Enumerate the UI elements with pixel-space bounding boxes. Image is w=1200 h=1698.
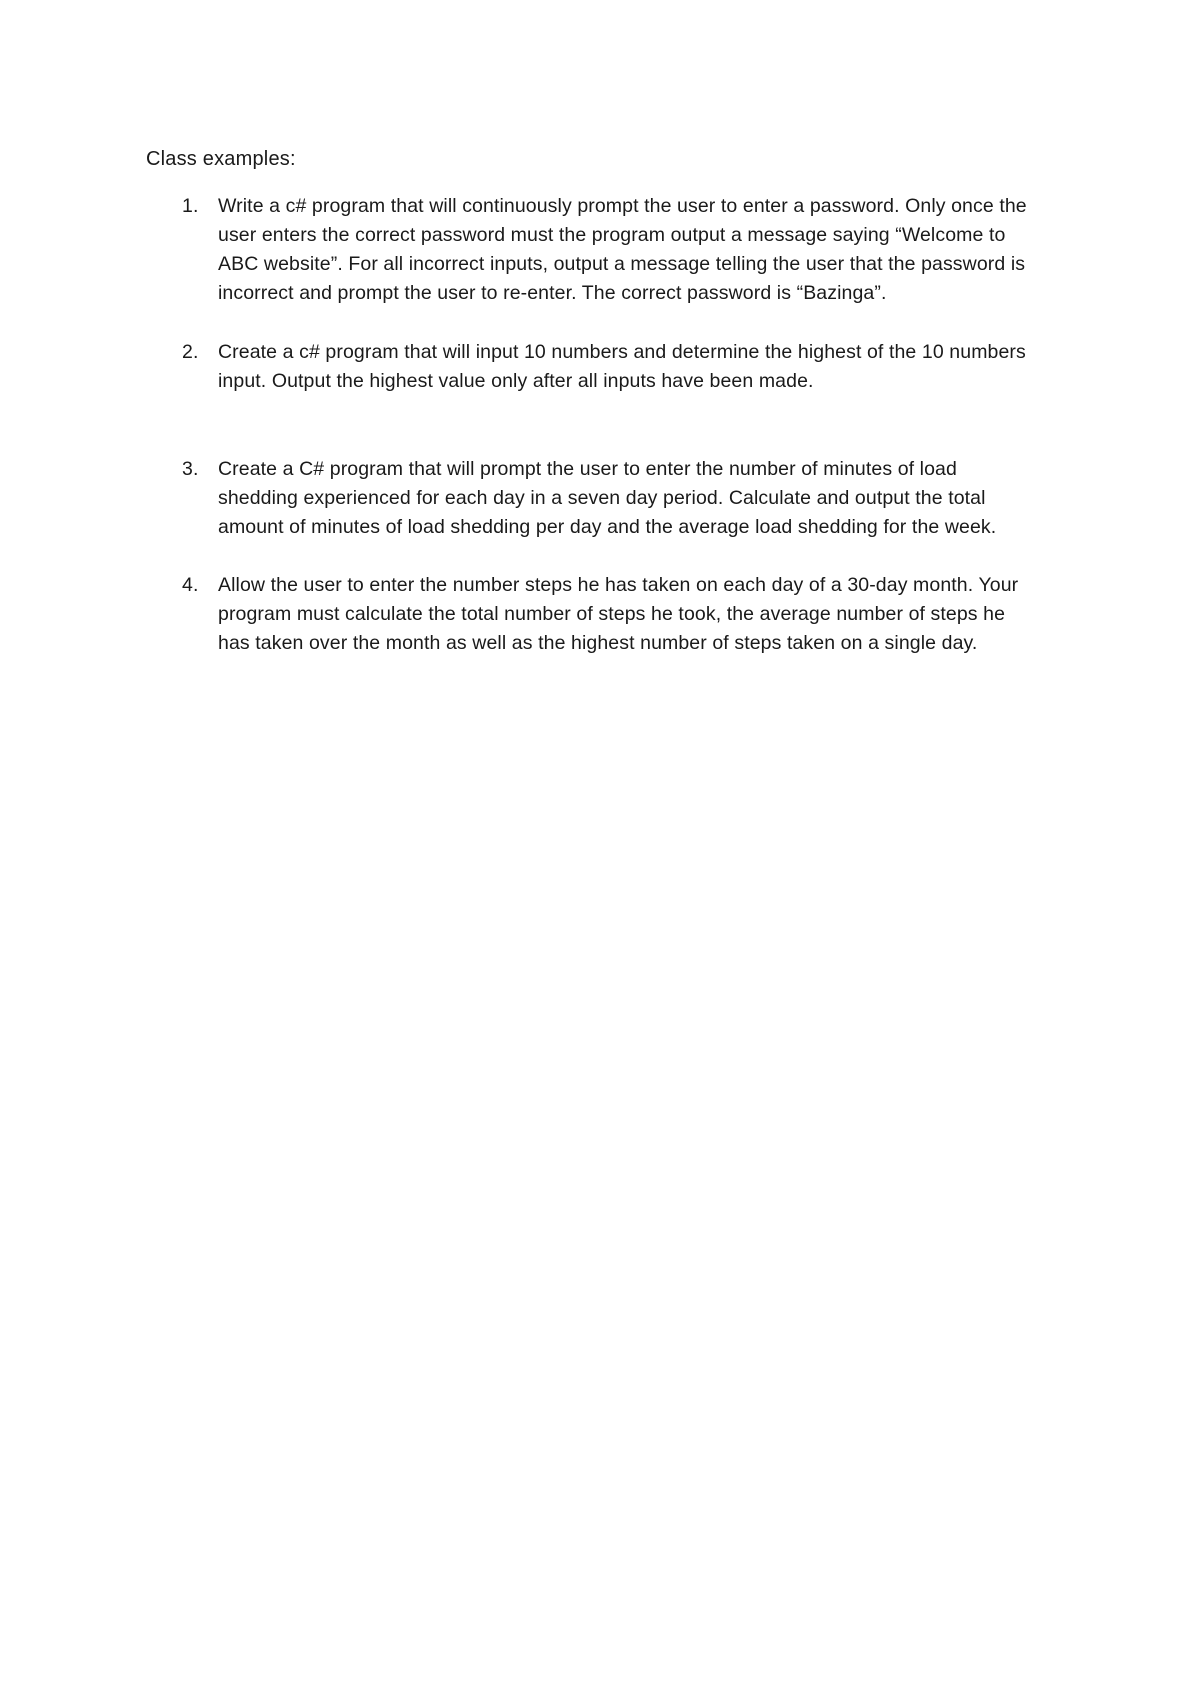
list-item-text: Write a c# program that will continuously prompt the user to enter a password. Only once the user enters the correct password must the program output a message saying “Welcome to ABC website”. For all incorrect inputs, output a message telling the user that the password is incorrect and prompt the user to re-enter. The correct password is “Bazinga”. <box>218 195 1027 304</box>
list-item-text: Allow the user to enter the number steps he has taken on each day of a 30-day month. Your program must calculate the total number of steps he took, the average number of steps he has taken over the month as well as the highest number of steps taken on a single day. <box>218 574 1019 654</box>
list-item-number: 4. <box>182 574 199 596</box>
list-item-number: 2. <box>182 341 199 363</box>
list-item <box>146 338 1066 396</box>
list-item <box>146 455 1066 542</box>
list-item-number: 3. <box>182 458 199 480</box>
list-item-text: Create a C# program that will prompt the user to enter the number of minutes of load shedding experienced for each day in a seven day period. Calculate and output the total amount of minutes of load shedding per day and the average load shedding for the week. <box>218 458 997 538</box>
list-item <box>146 192 1066 308</box>
page-heading: Class examples: <box>146 148 296 170</box>
list-item-number: 1. <box>182 195 199 217</box>
list-item <box>146 571 1066 658</box>
list-item-text: Create a c# program that will input 10 numbers and determine the highest of the 10 numbers input. Output the highest value only after all inputs have been made. <box>218 341 1026 392</box>
